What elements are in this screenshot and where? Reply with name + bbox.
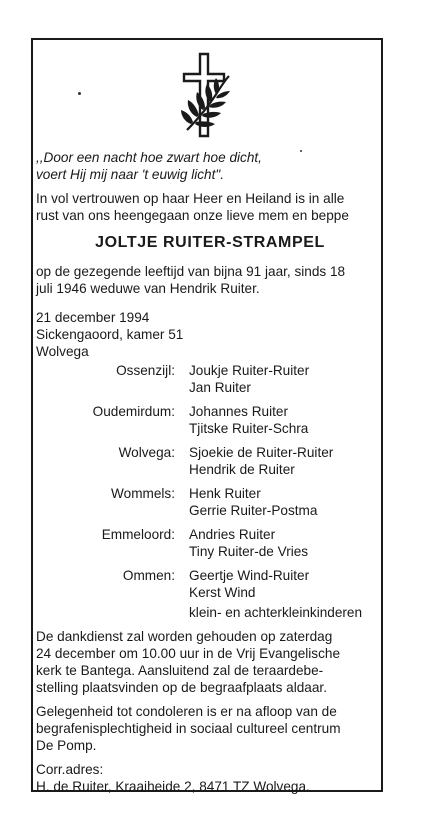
family-member: Hendrik de Ruiter [189,462,295,477]
family-place: Ossenzijl: [116,363,175,378]
family-place: Wommels: [111,486,175,501]
service-line-3: kerk te Bantega. Aansluitend zal de teraardebe- [36,663,324,678]
family-member: Sjoekie de Ruiter-Ruiter [189,445,334,460]
family-member: Tjitske Ruiter-Schra [189,421,309,436]
family-member: Geertje Wind-Ruiter [189,568,310,583]
service-line-2: 24 december om 10.00 uur in de Vrij Evangelische [36,646,341,661]
verse-line-1: ,,Door een nacht hoe zwart hoe dicht, [36,150,262,165]
notice-date: 21 december 1994 [36,310,150,325]
condolence-line-1: Gelegenheid tot condoleren is er na afloop van de [36,704,337,719]
condolence-line-3: De Pomp. [36,738,97,753]
family-member: Joukje Ruiter-Ruiter [189,363,310,378]
print-speck [78,92,81,95]
intro-line-1: In vol vertrouwen op haar Heer en Heiland is in alle [36,191,345,206]
verse-line-2: voert Hij mij naar 't euwig licht". [36,167,224,182]
age-line-1: op de gezegende leeftijd van bijna 91 jaar, sinds 18 [36,264,346,279]
deceased-name: JOLTJE RUITER-STRAMPEL [95,234,325,251]
family-place: Oudemirdum: [92,404,175,419]
print-speck [300,150,302,152]
correspondence-label: Corr.adres: [36,762,104,777]
town: Wolvega [36,344,89,359]
family-member: Jan Ruiter [189,380,251,395]
family-place: Ommen: [122,568,175,583]
residence: Sickengaoord, kamer 51 [36,327,184,342]
service-line-4: stelling plaatsvinden op de begraafplaats aldaar. [36,680,327,695]
grandchildren: klein- en achterkleinkinderen [189,605,363,620]
family-place: Wolvega: [118,445,175,460]
service-line-1: De dankdienst zal worden gehouden op zaterdag [36,629,333,644]
correspondence-address: H. de Ruiter, Kraaiheide 2, 8471 TZ Wolvega. [36,779,310,794]
family-member: Johannes Ruiter [189,404,288,419]
family-place: Emmeloord: [101,527,175,542]
family-member: Andries Ruiter [189,527,276,542]
age-line-2: juli 1946 weduwe van Hendrik Ruiter. [36,281,260,296]
family-member: Gerrie Ruiter-Postma [189,503,318,518]
cross-with-palm-icon [175,50,235,140]
family-member: Tiny Ruiter-de Vries [189,544,309,559]
family-member: Kerst Wind [189,585,256,600]
family-member: Henk Ruiter [189,486,261,501]
intro-line-2: rust van ons heengegaan onze lieve mem en beppe [36,208,349,223]
condolence-line-2: begrafenisplechtigheid in sociaal cultureel centrum [36,721,341,736]
